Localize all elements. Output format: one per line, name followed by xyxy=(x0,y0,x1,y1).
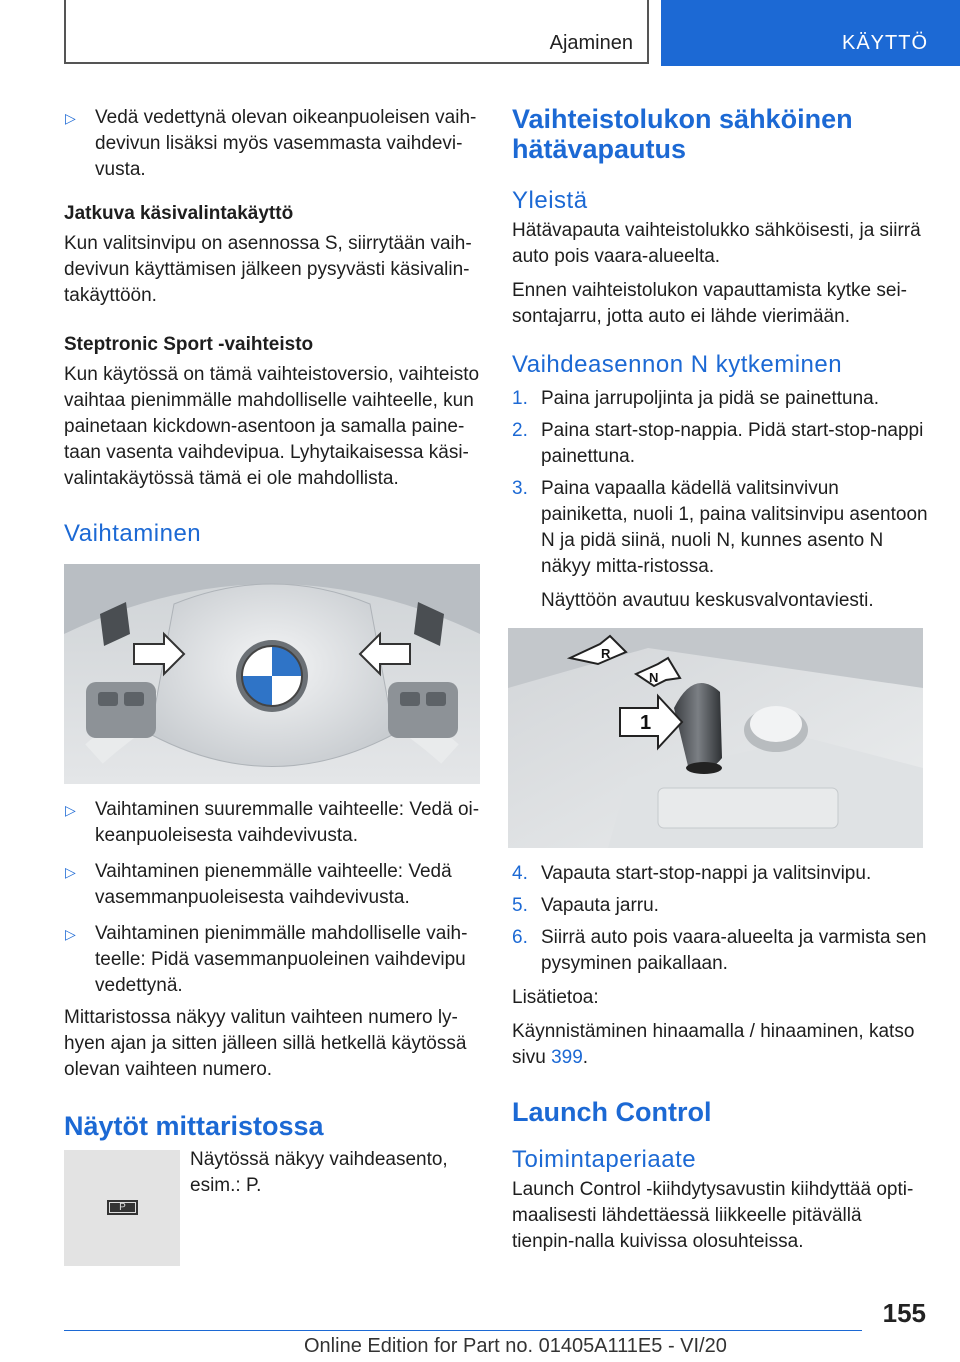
heading-vaihtaminen: Vaihtaminen xyxy=(64,520,202,547)
right-column xyxy=(512,104,928,614)
triangle-bullet-icon: ▷ xyxy=(65,864,76,880)
gear-indicator-box xyxy=(107,1200,138,1215)
paragraph-yleista-2: Ennen vaihteistolukon vapauttamista kytke sei-sontajarru, jotta auto ei lähde vierimään. xyxy=(512,280,907,327)
gear-selector-illustration xyxy=(508,628,923,848)
heading-kasivalinta: Jatkuva käsivalintakäyttö xyxy=(64,203,294,224)
paragraph-kasivalinta: Kun valitsinvipu on asennossa S, siirrytään vaih-devivun käyttämisen jälkeen pysyvästi käsivalin-takäyttöön. xyxy=(64,233,472,306)
section-title: Ajaminen xyxy=(549,32,633,54)
right-column-lower xyxy=(512,861,928,1255)
step-text: Paina jarrupoljinta ja pidä se painettuna. xyxy=(541,388,880,409)
triangle-bullet-icon: ▷ xyxy=(65,926,76,942)
heading-hatavapautus: Vaihteistolukon sähköinen hätävapautus xyxy=(512,104,853,164)
page-reference-link[interactable]: 399 xyxy=(551,1047,583,1068)
footer-rule xyxy=(64,1330,862,1331)
bullet-text: Vaihtaminen pienemmälle vaihteelle: Vedä vasemmanpuoleisesta vaihdevivusta. xyxy=(95,861,452,908)
reference-paragraph xyxy=(512,1019,928,1071)
arrow-label-n: N xyxy=(649,670,659,685)
heading-steptronic: Steptronic Sport -vaihteisto xyxy=(64,334,314,355)
step-text: Vapauta jarru. xyxy=(541,895,659,916)
step-text: Paina vapaalla kädellä valitsinvivun painiketta, nuoli 1, paina valitsinvipu asentoon N ja pidä siinä, nuoli N, kunnes asento N näkyy mitta-ristossa. xyxy=(541,478,928,577)
left-column-lower xyxy=(64,797,480,1141)
gear-display-image xyxy=(64,1150,180,1266)
step-number: 2. xyxy=(512,420,528,441)
paragraph-mittaristo: Mittaristossa näkyy valitun vaihteen numero ly-hyen ajan ja sitten jälleen sillä hetkellä käytössä olevan vaihteen numero. xyxy=(64,1007,467,1080)
steering-wheel-illustration xyxy=(64,564,480,784)
step-text: Paina start-stop-nappia. Pidä start-stop-nappi painettuna. xyxy=(541,420,924,467)
paragraph-naytot: Näytössä näkyy vaihdeasento, esim.: P. xyxy=(190,1149,448,1196)
bullet-item xyxy=(64,105,480,183)
lisatietoa-label: Lisätietoa: xyxy=(512,987,599,1008)
step-item xyxy=(512,893,928,919)
heading-yleista: Yleistä xyxy=(512,187,588,214)
step-number: 3. xyxy=(512,478,528,499)
step-number: 4. xyxy=(512,863,528,884)
triangle-bullet-icon: ▷ xyxy=(65,110,76,126)
triangle-bullet-icon: ▷ xyxy=(65,802,76,818)
arrow-label-1: 1 xyxy=(640,712,652,734)
gear-selector-image xyxy=(508,628,923,848)
heading-vaihdeasento-n: Vaihdeasennon N kytkeminen xyxy=(512,351,843,378)
reference-text: Käynnistäminen hinaamalla / hinaaminen, katso sivu xyxy=(512,1021,915,1068)
paragraph-steptronic: Kun käytössä on tämä vaihteistoversio, vaihteisto vaihtaa pienimmälle mahdolliselle vaihteelle, kun painetaan kickdown-asentoon ja samalla paine-taan vasenta vaihdevipua. Lyhytaikaisessa käsi-valintakäytössä tämä ei ole mahdollista. xyxy=(64,364,480,489)
bullet-item xyxy=(64,859,480,911)
bullet-text: Vedä vedettynä olevan oikeanpuoleisen vaih-devivun lisäksi myös vasemmasta vaihdevi-vusta. xyxy=(95,107,477,180)
gear-letter: P xyxy=(109,1202,136,1213)
heading-launch-control: Launch Control xyxy=(512,1097,712,1127)
reference-end: . xyxy=(582,1047,589,1068)
paragraph-launch-control: Launch Control -kiihdytysavustin kiihdyttää opti-maalisesti lähdettäessä liikkeelle pitävällä tienpin-nalla kuivissa olosuhteissa. xyxy=(512,1179,914,1252)
bullet-text: Vaihtaminen suuremmalle vaihteelle: Vedä oi-keanpuoleisesta vaihdevivusta. xyxy=(95,799,480,846)
bullet-item xyxy=(64,797,480,849)
step-number: 6. xyxy=(512,927,528,948)
bullet-item xyxy=(64,921,480,999)
step-text: Vapauta start-stop-nappi ja valitsinvipu. xyxy=(541,863,872,884)
step-number: 1. xyxy=(512,388,528,409)
bullet-text: Vaihtaminen pienimmälle mahdolliselle vaih-teelle: Pidä vasemmanpuoleinen vaihdevipu vedettynä. xyxy=(95,923,468,996)
step-text: Siirrä auto pois vaara-alueelta ja varmista sen pysyminen paikallaan. xyxy=(541,927,927,974)
header-section-tab xyxy=(64,0,649,64)
header-chapter-tab xyxy=(661,0,960,66)
arrow-label-r: R xyxy=(601,646,611,661)
step-item xyxy=(512,386,928,412)
steering-wheel-image xyxy=(64,564,480,784)
left-column xyxy=(64,105,480,549)
step-item xyxy=(512,476,928,580)
step-item xyxy=(512,418,928,470)
step-number: 5. xyxy=(512,895,528,916)
step-item xyxy=(512,861,928,887)
heading-toimintaperiaate: Toimintaperiaate xyxy=(512,1146,697,1173)
footer-edition: Online Edition for Part no. 01405A111E5 - VI/20 xyxy=(304,1335,727,1357)
heading-naytot: Näytöt mittaristossa xyxy=(64,1111,324,1141)
chapter-title: KÄYTTÖ xyxy=(841,32,928,54)
step-item xyxy=(512,925,928,977)
page-number: 155 xyxy=(882,1298,926,1328)
step-note: Näyttöön avautuu keskusvalvontaviesti. xyxy=(541,590,874,611)
paragraph-yleista-1: Hätävapauta vaihteistolukko sähköisesti, ja siirrä auto pois vaara-alueelta. xyxy=(512,220,921,267)
